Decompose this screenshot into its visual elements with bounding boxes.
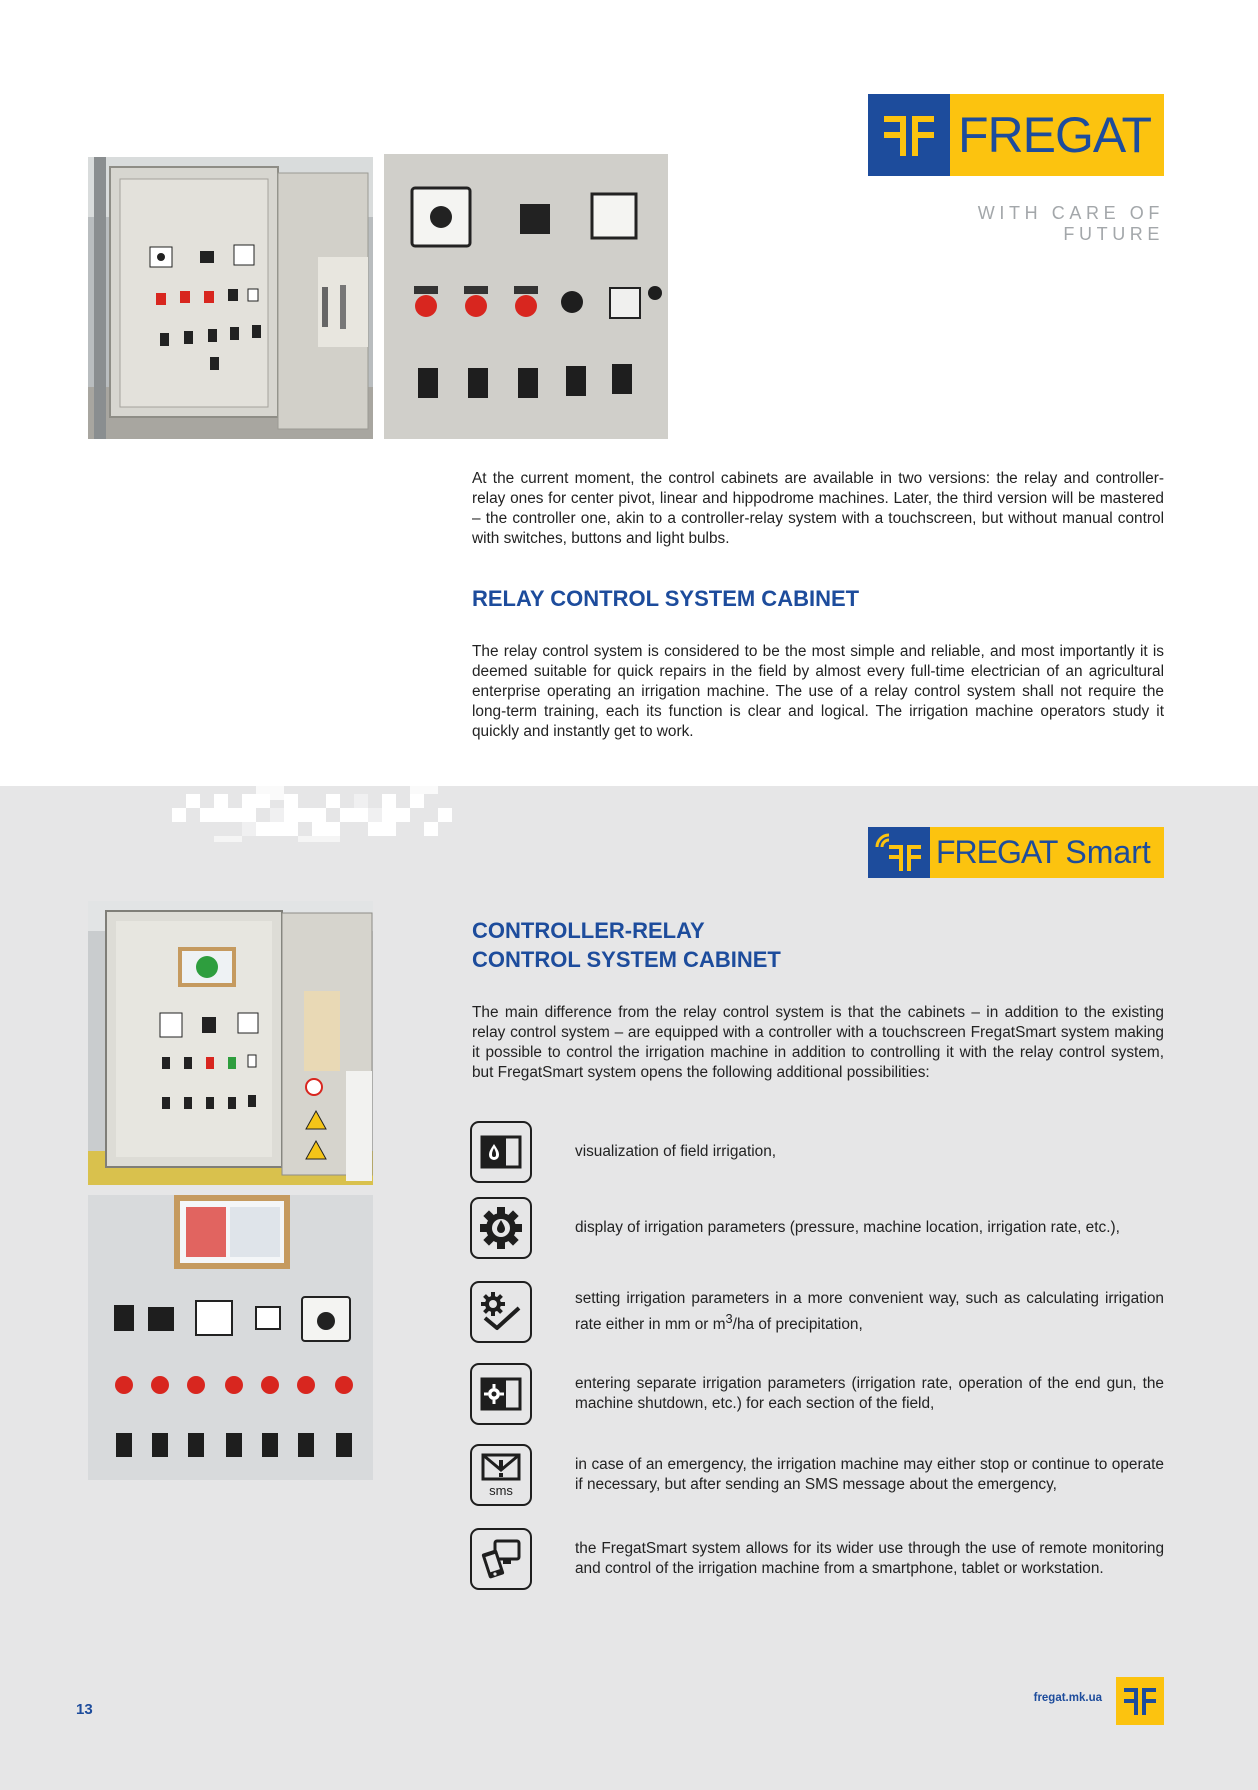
feature-item (470, 1528, 1164, 1590)
relay-panel-closeup-photo (384, 154, 668, 439)
gear-check-icon (470, 1281, 532, 1343)
intro-paragraph: At the current moment, the control cabinets are available in two versions: the relay and controller-relay ones for center pivot, linear and hippodrome machines. Later, the third version will be mastered – the controller one, akin to a controller-relay system with a touchscreen, but without manual control with switches, buttons and light bulbs. (472, 470, 1164, 547)
controller-relay-heading-line2: CONTROL SYSTEM CABINET (472, 947, 781, 972)
controller-relay-paragraph: The main difference from the relay control system is that the cabinets – in addition to the existing relay control system – are equipped with a controller with a touchscreen FregatSmart system making it possible to control the irrigation machine in addition to controlling it with the relay control system, but FregatSmart system opens the following additional possibilities: (472, 1004, 1164, 1081)
page-number: 13 (76, 1701, 93, 1718)
feature-item (470, 1444, 1164, 1506)
fregat-smart-wordmark (930, 827, 1164, 878)
fregat-footer-mark-icon (1116, 1677, 1164, 1725)
fregat-smart-logo (868, 827, 1164, 878)
feature-text: visualization of field irrigation, (575, 1143, 777, 1160)
tagline: WITH CARE OF FUTURE (977, 203, 1164, 244)
sms-alert-icon (470, 1444, 532, 1506)
sms-icon-label: sms (489, 1483, 513, 1498)
feature-text-unit: /ha of precipitation, (732, 1316, 863, 1334)
feature-text-main: setting irrigation parameters in a more convenient way, such as calculating irrigation rate either in mm or m (575, 1289, 1164, 1334)
fregat-smart-mark-icon (868, 827, 930, 878)
devices-icon (470, 1528, 532, 1590)
controller-relay-heading-line1: CONTROLLER-RELAY (472, 918, 705, 943)
relay-heading: RELAY CONTROL SYSTEM CABINET (472, 586, 860, 611)
fregat-logo (868, 94, 1164, 176)
fregat-mark-icon (868, 94, 950, 176)
controller-panel-closeup-photo (88, 1195, 373, 1480)
website-link[interactable]: fregat.mk.ua (1033, 1692, 1102, 1704)
relay-cabinet-photo (88, 157, 373, 439)
feature-item (470, 1197, 1164, 1259)
controller-relay-heading (472, 916, 781, 974)
feature-text: entering separate irrigation parameters (irrigation rate, operation of the end gun, the machine shutdown, etc.) for each section of the field, (575, 1375, 1164, 1412)
feature-text (575, 1289, 1164, 1335)
superscript-three: 3 (725, 1310, 733, 1326)
feature-item (470, 1281, 1164, 1343)
feature-text: display of irrigation parameters (pressure, machine location, irrigation rate, etc.), (575, 1219, 1120, 1236)
gear-panel-icon (470, 1363, 532, 1425)
controller-relay-cabinet-photo (88, 901, 373, 1185)
gear-drop-icon (470, 1197, 532, 1259)
feature-text: the FregatSmart system allows for its wider use through the use of remote monitoring and control of the irrigation machine from a smartphone, tablet or workstation. (575, 1540, 1164, 1577)
feature-text: in case of an emergency, the irrigation machine may either stop or continue to operate if necessary, but after sending an SMS message about the emergency, (575, 1456, 1164, 1493)
smart-logo-word: FREGAT (936, 834, 1058, 870)
relay-paragraph: The relay control system is considered to be the most simple and reliable, and most importantly it is deemed suitable for quick repairs in the field by almost every full-time electrician of an agricultural enterprise operating an irrigation machine. The use of a relay control system shall not require the long-term training, each its function is clear and logical. The irrigation machine operators study it quickly and instantly get to work. (472, 643, 1164, 740)
feature-item (470, 1363, 1164, 1425)
smart-logo-suffix: Smart (1065, 834, 1151, 870)
drop-panel-icon (470, 1121, 532, 1183)
fregat-wordmark: FREGAT (950, 94, 1164, 176)
feature-item (470, 1121, 1164, 1183)
